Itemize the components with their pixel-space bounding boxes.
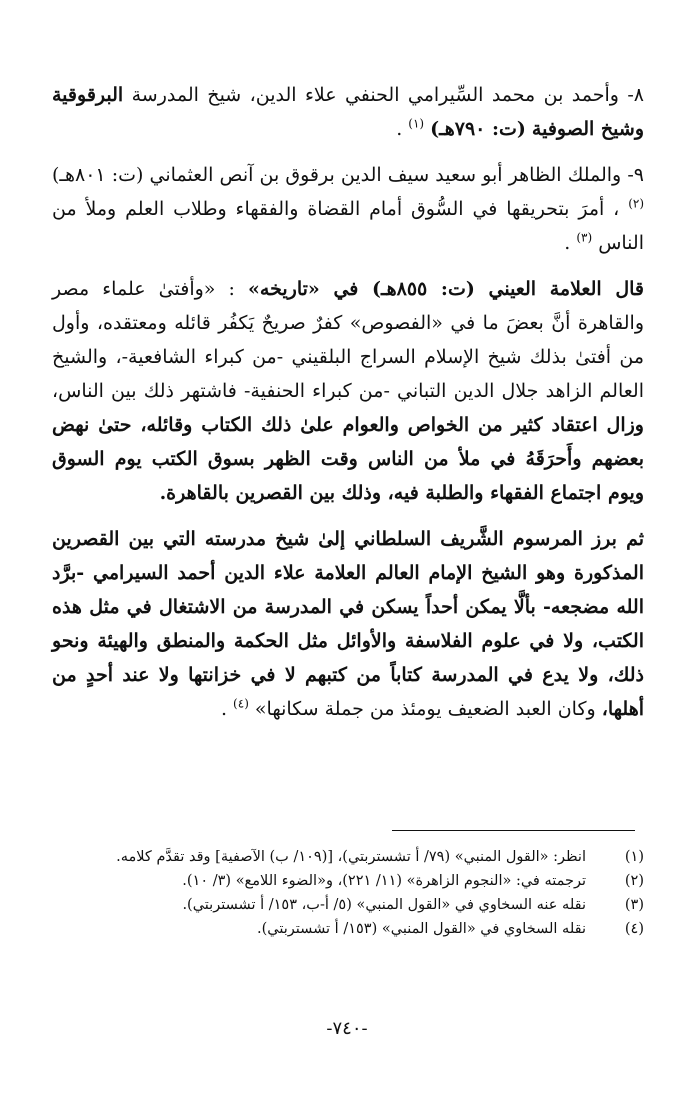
paragraph-aini-quote — [52, 272, 644, 510]
period: . — [564, 232, 571, 254]
item-number: ٩- — [627, 164, 644, 186]
footnote-text: ترجمته في: «النجوم الزاهرة» (١١/ ٢٢١)، و«الضوء اللامع» (٣/ ١٠). — [182, 873, 586, 889]
footnote-number: (٤) — [624, 921, 644, 937]
paragraph-text: وأحمد بن محمد السِّيرامي الحنفي علاء الدين، شيخ المدرسة — [131, 84, 619, 106]
quote-bold-text: وزال اعتقاد كثير من الخواص والعوام علىٰ ذلك الكتاب وقائله، حتىٰ نهض بعضهم وأَحرَقَهُ في ملأ من الناس وقت الظهر بسوق الكتب يوم السوق ويوم اجتماع الفقهاء والطلبة فيه، وذلك بين القصرين بالقاهرة. — [52, 414, 644, 504]
footnote-number: (٣) — [624, 897, 644, 913]
footnote-text: انظر: «القول المنبي» (٧٩/ أ تشستربتي)، [(١٠٩/ ب) الآصفية] وقد تقدَّم كلامه. — [116, 849, 586, 865]
quote-lead: قال العلامة العيني (ت: ٨٥٥هـ) في «تاريخه» — [248, 278, 644, 300]
footnote-ref: (٤) — [233, 696, 249, 711]
paragraph-item-8 — [52, 78, 644, 146]
paragraph-decree — [52, 522, 644, 726]
death-date: (ت: ٧٩٠هـ) — [430, 118, 526, 140]
item-number: ٨- — [627, 84, 644, 106]
footnote-ref: (٣) — [576, 230, 593, 245]
footnote — [52, 918, 644, 940]
footnote-ref: (٢) — [628, 196, 645, 211]
paragraph-item-9 — [52, 158, 644, 260]
footnote — [52, 870, 644, 892]
bold-phrase: البرقوقية وشيخ الصوفية — [52, 84, 644, 140]
page-number: -٧٤٠- — [326, 1018, 368, 1039]
decree-tail: وكان العبد الضعيف يومئذ من جملة سكانها» — [254, 698, 596, 720]
main-text — [52, 78, 644, 738]
decree-bold-text: ثم برز المرسوم الشَّريف السلطاني إلىٰ شيخ مدرسته التي بين القصرين المذكورة وهو الشيخ الإمام العالم العلامة علاء الدين أحمد السيرامي -برَّد الله مضجعه- بألَّا يمكن أحداً يسكن في المدرسة من الاشتغال في مثل هذه الكتب، ولا في علوم الفلاسفة والأوائل مثل الحكمة والمنطق والهيئة ونحو ذلك، ولا يدع في المدرسة كتاباً من كتبهم لا في خزانتها ولا عند أحدٍ من أهلها، — [52, 528, 644, 720]
paragraph-text: والملك الظاهر أبو سعيد سيف الدين برقوق بن آنص العثماني (ت: ٨٠١هـ) — [52, 164, 622, 186]
footnote — [52, 846, 644, 868]
quote-text: : «وأفتىٰ علماء مصر والقاهرة أنَّ بعضَ ما في «الفصوص» كفرٌ صريحٌ يَكفُر قائله ومعتقده، وأول من أفتىٰ بذلك شيخ الإسلام السراج البلقيني -من كبراء الشافعية-، والشيخ العالم الزاهد جلال الدين التباني -من كبراء الحنفية- فاشتهر ذلك بين الناس، — [52, 278, 644, 402]
period: . — [396, 118, 403, 140]
footnote — [52, 894, 644, 916]
footnote-separator — [392, 830, 635, 831]
footnote-text: نقله عنه السخاوي في «القول المنبي» (٥/ أ-ب، ١٥٣/ أ تشستربتي). — [182, 897, 586, 913]
footnote-number: (١) — [624, 849, 644, 865]
footnote-ref: (١) — [408, 116, 425, 131]
paragraph-text-continued: ، أمرَ بتحريقها في السُّوق أمام القضاة والفقهاء وطلاب العلم وملأ من الناس — [52, 198, 644, 254]
period: . — [220, 698, 227, 720]
footnote-number: (٢) — [624, 873, 644, 889]
footnotes — [52, 846, 644, 942]
footnote-text: نقله السخاوي في «القول المنبي» (١٥٣/ أ تشستربتي). — [257, 921, 586, 937]
